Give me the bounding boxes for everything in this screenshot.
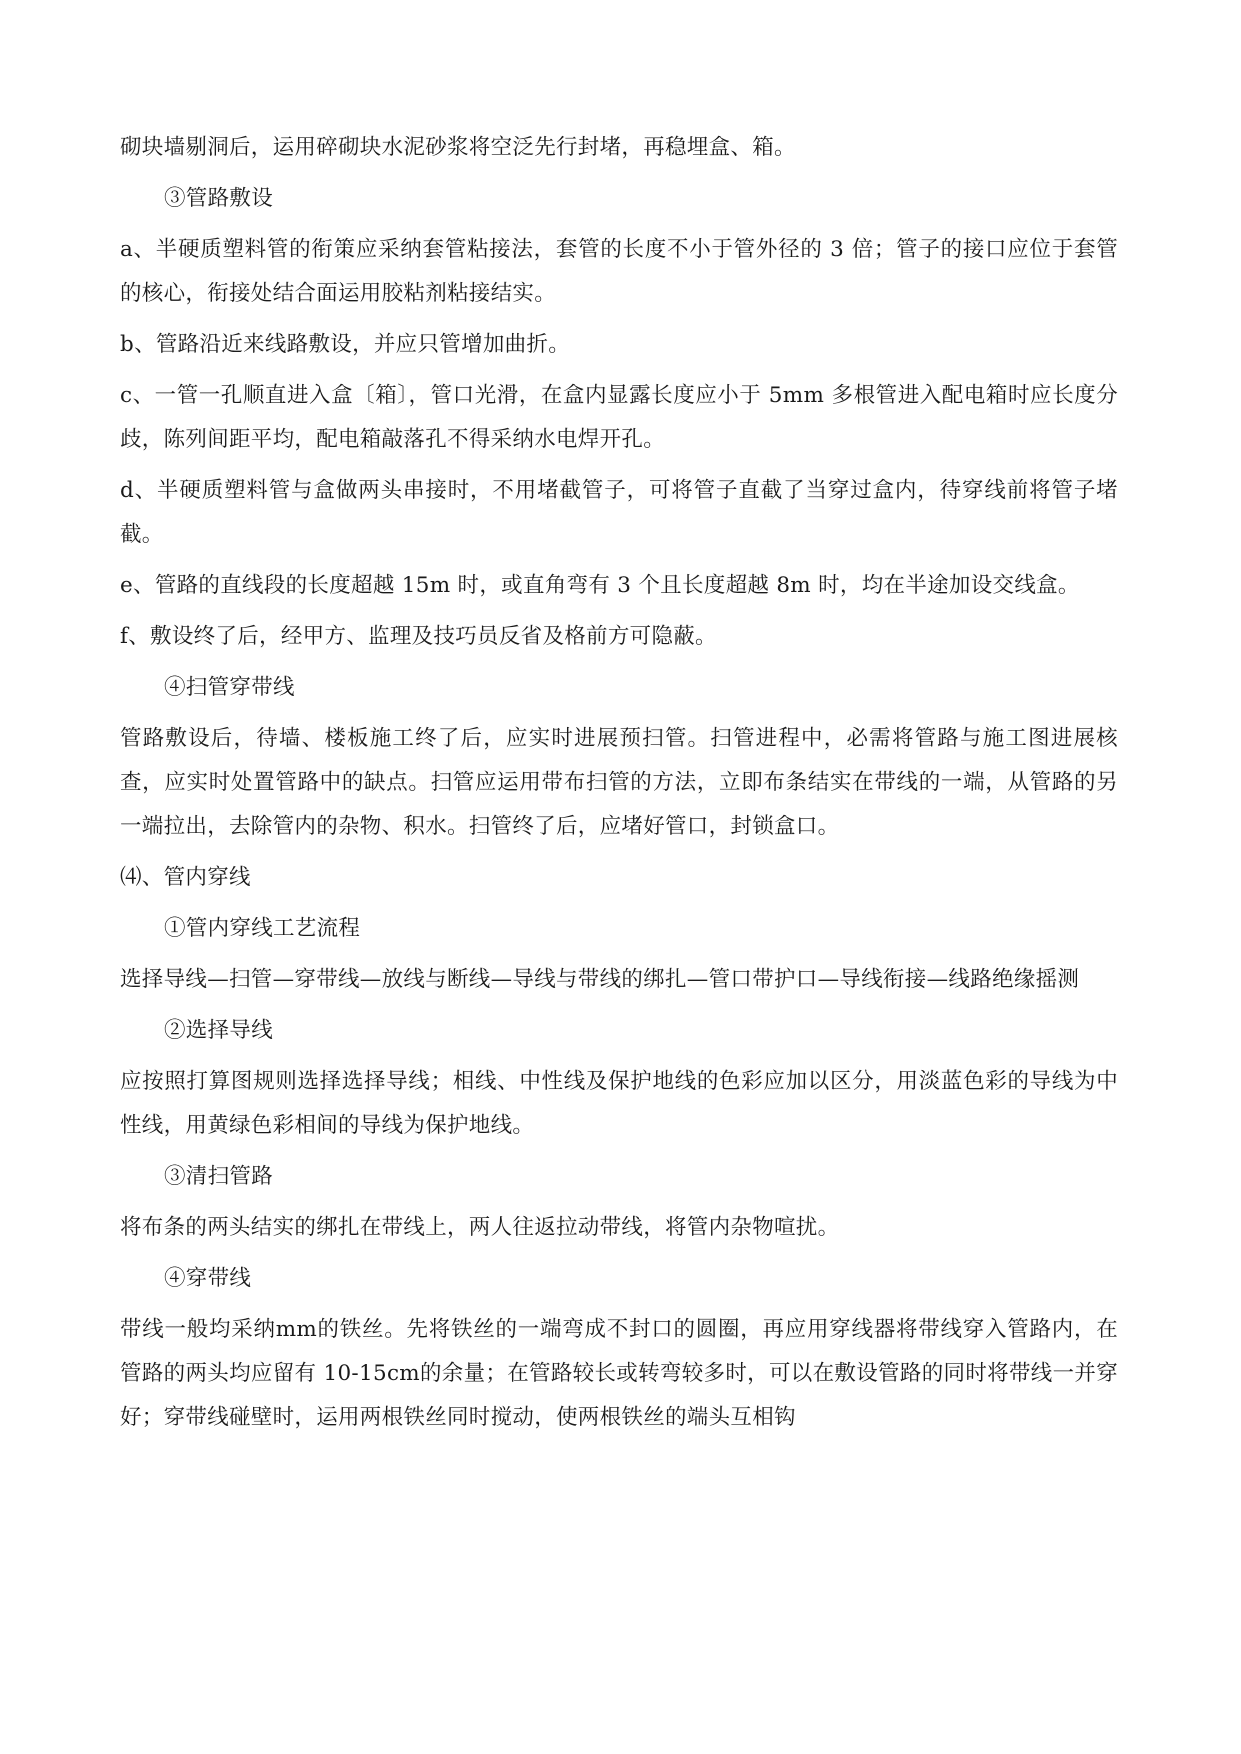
paragraph: 管路敷设后，待墙、楼板施工终了后，应实时进展预扫管。扫管进程中，必需将管路与施工图进展核查，应实时处置管路中的缺点。扫管应运用带布扫管的方法，立即布条结实在带线的一端，从管路的另一端拉出，去除管内的杂物、积水。扫管终了后，应堵好管口，封锁盒口。 [120, 726, 1118, 839]
paragraph: 砌块墙剔洞后，运用碎砌块水泥砂浆将空泛先行封堵，再稳埋盒、箱。 [120, 135, 796, 160]
document-page [120, 126, 1118, 1447]
paragraph: f、敷设终了后，经甲方、监理及技巧员反省及格前方可隐蔽。 [120, 624, 717, 649]
paragraph: b、管路沿近来线路敷设，并应只管增加曲折。 [120, 332, 571, 357]
paragraph: d、半硬质塑料管与盒做两头串接时，不用堵截管子，可将管子直截了当穿过盒内，待穿线前将管子堵截。 [120, 478, 1118, 547]
paragraph: e、管路的直线段的长度超越 15m 时，或直角弯有 3 个且长度超越 8m 时，均在半途加设交线盒。 [120, 573, 1080, 598]
section-heading: ③管路敷设 [164, 186, 274, 211]
section-heading: ②选择导线 [164, 1018, 274, 1043]
section-heading: ⑷、管内穿线 [120, 865, 251, 890]
section-heading: ①管内穿线工艺流程 [164, 916, 361, 941]
section-heading: ③清扫管路 [164, 1164, 274, 1189]
paragraph: 带线一般均采纳mm的铁丝。先将铁丝的一端弯成不封口的圆圈，再应用穿线器将带线穿入管路内，在管路的两头均应留有 10-15cm的余量；在管路较长或转弯较多时，可以在敷设管路的同时将带线一并穿好；穿带线碰壁时，运用两根铁丝同时搅动，使两根铁丝的端头互相钩 [120, 1317, 1118, 1430]
paragraph: 将布条的两头结实的绑扎在带线上，两人往返拉动带线，将管内杂物喧扰。 [120, 1215, 840, 1240]
paragraph: a、半硬质塑料管的衔策应采纳套管粘接法，套管的长度不小于管外径的 3 倍；管子的接口应位于套管的核心，衔接处结合面运用胶粘剂粘接结实。 [120, 237, 1118, 306]
paragraph: 应按照打算图规则选择选择导线；相线、中性线及保护地线的色彩应加以区分，用淡蓝色彩的导线为中性线，用黄绿色彩相间的导线为保护地线。 [120, 1069, 1118, 1138]
paragraph: c、一管一孔顺直进入盒〔箱〕，管口光滑，在盒内显露长度应小于 5mm 多根管进入配电箱时应长度分歧，陈列间距平均，配电箱敲落孔不得采纳水电焊开孔。 [120, 383, 1118, 452]
section-heading: ④扫管穿带线 [164, 675, 295, 700]
section-heading: ④穿带线 [164, 1266, 252, 1291]
paragraph: 选择导线—扫管—穿带线—放线与断线—导线与带线的绑扎—管口带护口—导线衔接—线路绝缘摇测 [120, 967, 1080, 992]
